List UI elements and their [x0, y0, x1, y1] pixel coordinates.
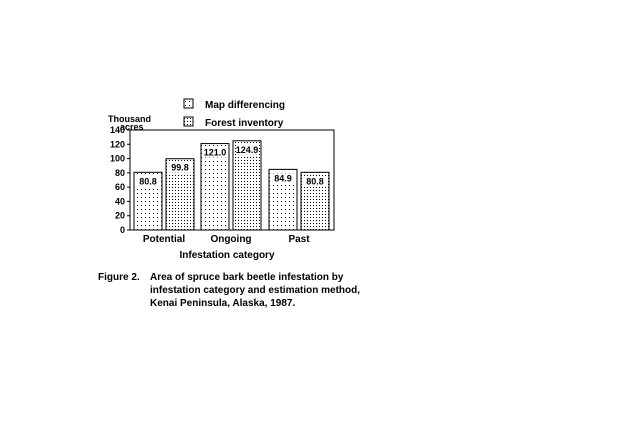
caption-line-2: infestation category and estimation method, — [150, 285, 361, 296]
caption-line-1: Area of spruce bark beetle infestation by — [150, 272, 344, 283]
y-tick-label: 100 — [109, 153, 125, 164]
figure-caption — [98, 271, 360, 310]
figure-label: Figure 2. — [98, 272, 140, 283]
x-axis — [143, 234, 310, 245]
y-tick-label: 80 — [114, 167, 125, 178]
y-tick-label: 140 — [109, 125, 125, 135]
bars — [134, 141, 329, 230]
y-axis-label-line1: Thousand — [108, 114, 151, 124]
y-axis — [110, 125, 130, 235]
x-tick-label-potential: Potential — [142, 234, 186, 245]
data-label: 84.9 — [274, 173, 292, 184]
y-tick-label: 60 — [114, 182, 125, 193]
data-label: 80.8 — [306, 176, 324, 187]
caption-line-3: Kenai Peninsula, Alaska, 1987. — [150, 298, 296, 309]
legend-swatch-map-differencing — [184, 99, 193, 108]
y-tick-label: 120 — [109, 139, 125, 150]
legend-label-forest-inventory: Forest inventory — [205, 118, 284, 129]
x-tick-label-past: Past — [288, 234, 310, 245]
legend — [184, 99, 285, 129]
data-label: 121.0 — [203, 147, 227, 158]
y-tick-label: 40 — [114, 196, 125, 207]
legend-label-map-differencing: Map differencing — [205, 100, 286, 111]
x-tick-label-ongoing: Ongoing — [210, 234, 252, 245]
data-label: 99.8 — [171, 162, 189, 173]
y-axis-label-line2: acres — [120, 122, 144, 132]
x-axis-label: Infestation category — [179, 250, 275, 261]
legend-swatch-forest-inventory — [184, 117, 193, 126]
data-label: 124.9 — [235, 144, 259, 155]
y-tick-label: 20 — [114, 210, 125, 221]
y-tick-label: 0 — [119, 225, 125, 235]
data-label: 80.8 — [139, 176, 157, 187]
